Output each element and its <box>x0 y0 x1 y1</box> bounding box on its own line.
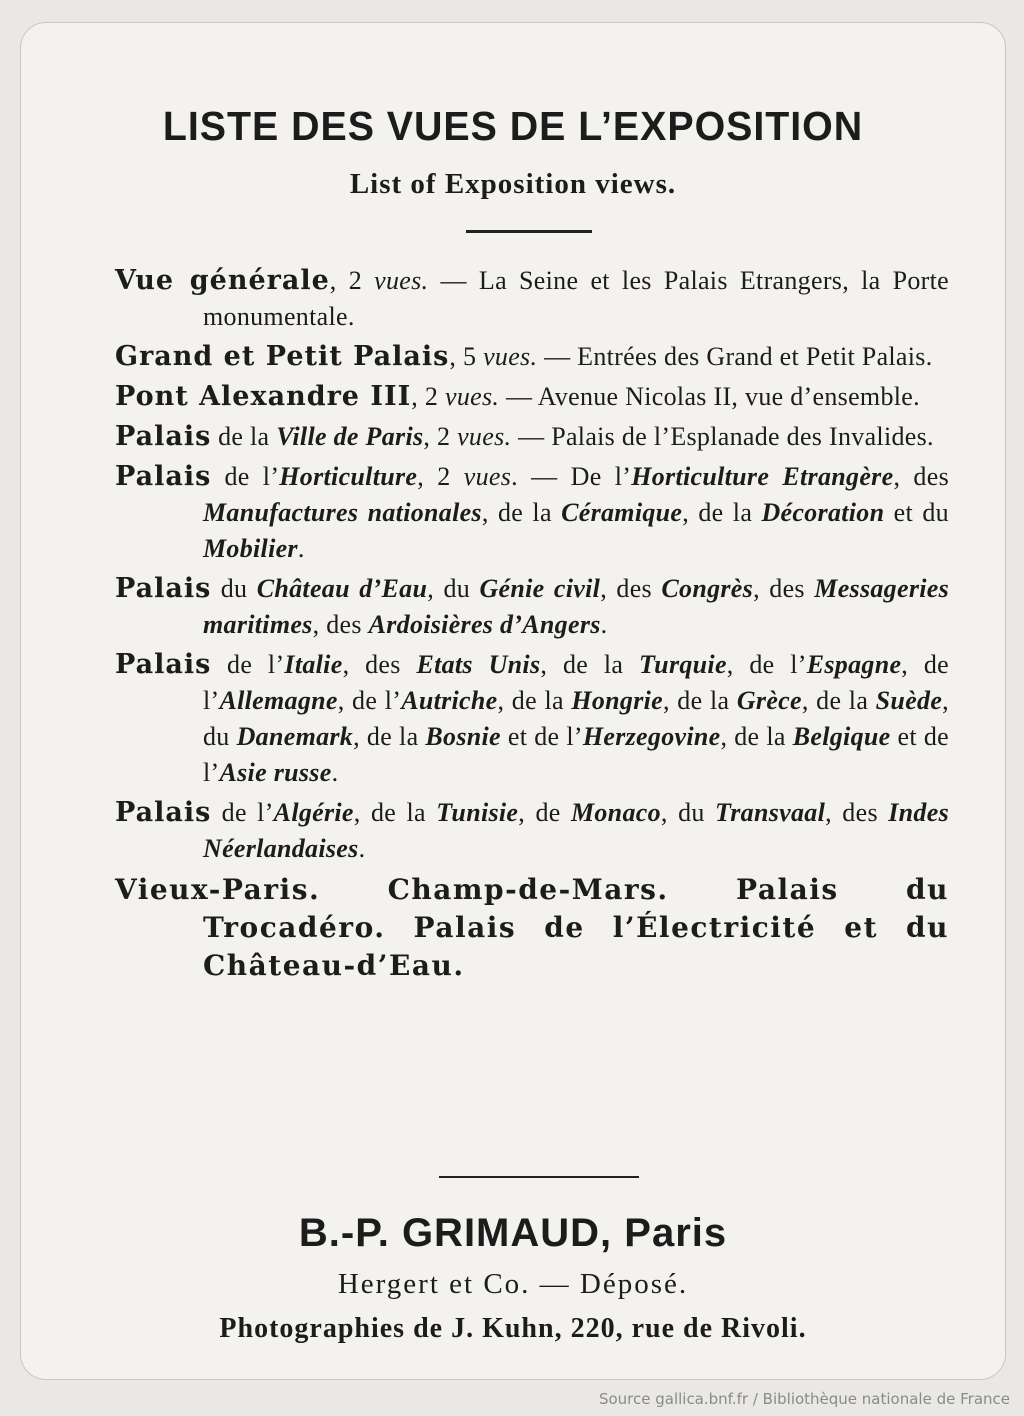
entry-horticulture: Palais de l’Horticulture, 2 vues. — De l’Horticulture Etrangère, des Manufactures nationales, de la Céramique, de la Décoration et du Mobilier. <box>115 461 949 563</box>
entry-pont-alexandre: Pont Alexandre III, 2 vues. — Avenue Nicolas II, vue d’ensemble. <box>115 381 920 412</box>
view-list-card <box>20 22 1006 1380</box>
entry-grand-petit-palais: Grand et Petit Palais, 5 vues. — Entrées des Grand et Petit Palais. <box>115 341 933 372</box>
deposit-line: Hergert et Co. — Déposé. <box>337 1268 689 1300</box>
divider-bottom <box>439 1176 639 1178</box>
source-credit: Source gallica.bnf.fr / Bibliothèque nationale de France <box>598 1390 1010 1408</box>
page-subtitle: List of Exposition views. <box>349 168 677 200</box>
divider-top <box>466 230 592 233</box>
photographer-line: Photographies de J. Kuhn, 220, rue de Rivoli. <box>219 1313 807 1344</box>
page-title: LISTE DES VUES DE L’EXPOSITION <box>162 103 864 149</box>
entry-pays-etrangers: Palais de l’Italie, des Etats Unis, de la Turquie, de l’Espagne, de l’Allemagne, de l’Autriche, de la Hongrie, de la Grèce, de la Suède, du Danemark, de la Bosnie et de l’Herzegovine, de la Belgique et de l’Asie russe. <box>115 649 949 787</box>
entry-vue-generale: Vue générale, 2 vues. — La Seine et les Palais Etrangers, la Porte monumentale. <box>115 265 949 331</box>
entry-ville-de-paris: Palais de la Ville de Paris, 2 vues. — Palais de l’Esplanade des Invalides. <box>115 421 934 452</box>
entries-list <box>115 263 949 989</box>
entry-algerie: Palais de l’Algérie, de la Tunisie, de Monaco, du Transvaal, des Indes Néerlandaises. <box>115 797 949 863</box>
entry-chateau-eau: Palais du Château d’Eau, du Génie civil, des Congrès, des Messageries maritimes, des Ardoisières d’Angers. <box>115 573 950 639</box>
publisher-name: B.-P. GRIMAUD, Paris <box>298 1211 728 1255</box>
entry-vieux-paris: Vieux-Paris. Champ-de-Mars. Palais du Trocadéro. Palais de l’Électricité et du Château-d’Eau. <box>115 873 949 982</box>
